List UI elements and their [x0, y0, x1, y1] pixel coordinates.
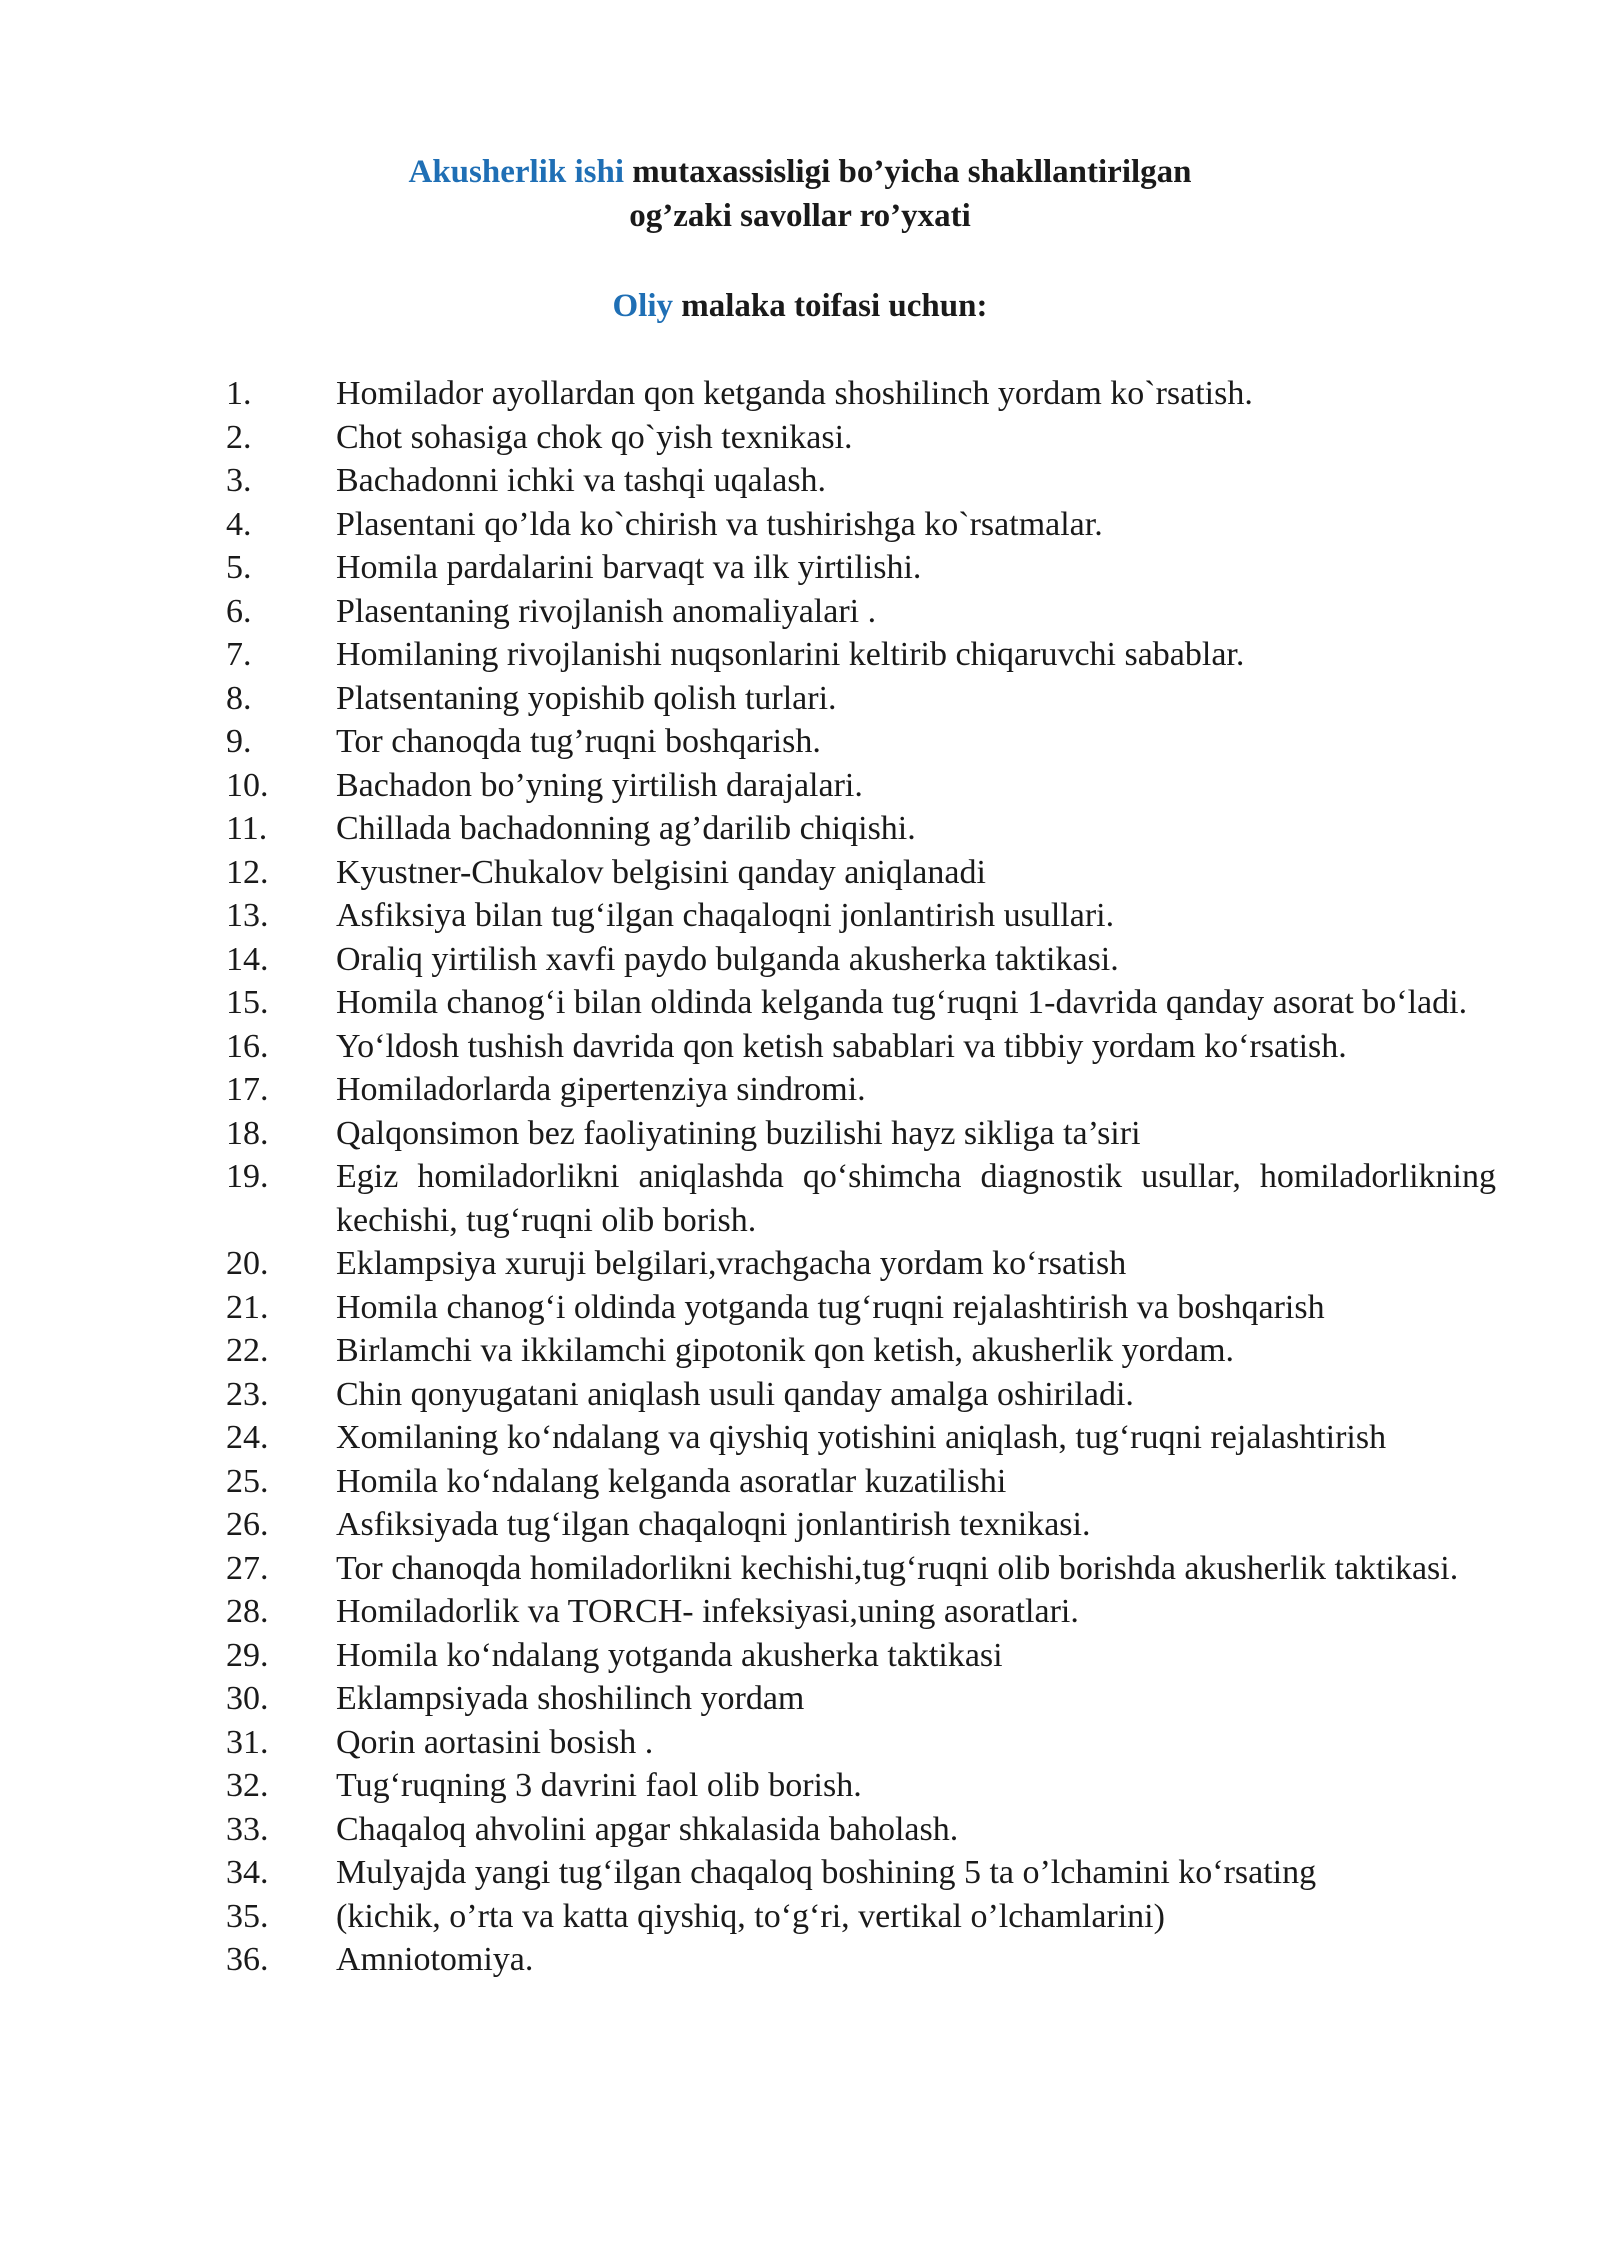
question-number: 4. — [226, 505, 252, 543]
question-text: Homiladorlik va TORCH- infeksiyasi,uning asoratlari. — [336, 1593, 1079, 1630]
title-line-1 — [0, 150, 1600, 194]
question-number: 19. — [226, 1158, 269, 1195]
question-item — [226, 1329, 1496, 1373]
question-item — [226, 1634, 1496, 1678]
question-item — [226, 1242, 1496, 1286]
question-text: Homila ko‘ndalang kelganda asoratlar kuzatilishi — [336, 1462, 1007, 1500]
question-number: 16. — [226, 1027, 269, 1065]
question-number: 24. — [226, 1419, 269, 1456]
question-number: 11. — [226, 810, 268, 847]
question-number: 35. — [226, 1897, 269, 1935]
question-text: Homiladorlarda gipertenziya sindromi. — [336, 1071, 866, 1108]
question-item — [226, 546, 1496, 590]
question-item — [226, 894, 1496, 938]
question-item — [226, 807, 1496, 851]
question-number: 17. — [226, 1071, 269, 1108]
question-text: Homila ko‘ndalang yotganda akusherka taktikasi — [336, 1636, 1003, 1674]
question-item — [226, 1808, 1496, 1852]
question-item — [226, 1938, 1496, 1982]
question-text: Qalqonsimon bez faoliyatining buzilishi hayz sikliga ta’siri — [336, 1114, 1141, 1152]
question-item — [226, 851, 1496, 895]
question-text: Tor chanoqda tug’ruqni boshqarish. — [336, 723, 821, 760]
question-item — [226, 1068, 1496, 1112]
title-specialty: Akusherlik ishi — [408, 154, 624, 190]
question-item — [226, 1851, 1496, 1895]
question-text: Chin qonyugatani aniqlash usuli qanday amalga oshiriladi. — [336, 1375, 1134, 1413]
question-number: 22. — [226, 1332, 269, 1369]
question-text: Amniotomiya. — [336, 1941, 534, 1978]
question-number: 23. — [226, 1375, 269, 1413]
question-text: Bachadonni ichki va tashqi uqalash. — [336, 462, 827, 499]
question-number: 20. — [226, 1245, 269, 1282]
question-text: Homila chanog‘i bilan oldinda kelganda tug‘ruqni 1-davrida qanday asorat bo‘ladi. — [336, 984, 1468, 1021]
question-item — [226, 677, 1496, 721]
question-number: 26. — [226, 1506, 269, 1543]
question-item — [226, 1460, 1496, 1504]
question-text: Xomilaning ko‘ndalang va qiyshiq yotishini aniqlash, tug‘ruqni rejalashtirish — [336, 1419, 1387, 1456]
question-text: Platsentaning yopishib qolish turlari. — [336, 679, 837, 717]
question-text: Asfiksiya bilan tug‘ilgan chaqaloqni jonlantirish usullari. — [336, 897, 1115, 934]
title-line-2: og’zaki savollar ro’yxati — [629, 198, 971, 234]
question-number: 34. — [226, 1854, 269, 1891]
question-item — [226, 981, 1496, 1025]
question-text: Homilador ayollardan qon ketganda shoshilinch yordam ko`rsatish. — [336, 375, 1253, 412]
question-number: 25. — [226, 1462, 269, 1500]
question-text: Bachadon bo’yning yirtilish darajalari. — [336, 766, 863, 804]
question-number: 29. — [226, 1636, 269, 1674]
question-number: 10. — [226, 766, 269, 804]
question-number: 21. — [226, 1288, 269, 1326]
question-item — [226, 764, 1496, 808]
question-text: Chaqaloq ahvolini apgar shkalasida baholash. — [336, 1810, 959, 1848]
question-text: Kyustner-Chukalov belgisini qanday aniqlanadi — [336, 853, 986, 891]
question-item — [226, 1503, 1496, 1547]
question-item — [226, 1286, 1496, 1330]
question-item — [226, 633, 1496, 677]
question-text: (kichik, o’rta va katta qiyshiq, to‘g‘ri, vertikal o’lchamlarini) — [336, 1897, 1165, 1935]
question-number: 30. — [226, 1680, 269, 1717]
question-item — [226, 459, 1496, 503]
question-text: Birlamchi va ikkilamchi gipotonik qon ketish, akusherlik yordam. — [336, 1332, 1235, 1369]
question-number: 6. — [226, 592, 252, 630]
question-number: 14. — [226, 940, 269, 978]
question-number: 36. — [226, 1941, 269, 1978]
question-item — [226, 372, 1496, 416]
question-text: Egiz homiladorlikni aniqlashda qo‘shimcha diagnostik usullar, homiladorlikning kechishi, tug‘ruqni olib borish. — [336, 1158, 1496, 1239]
category-rest: malaka toifasi uchun: — [673, 288, 988, 324]
question-number: 2. — [226, 418, 252, 456]
question-number: 5. — [226, 549, 252, 586]
question-number: 7. — [226, 636, 252, 673]
category-subtitle — [0, 284, 1600, 328]
question-item — [226, 1721, 1496, 1765]
question-number: 12. — [226, 853, 269, 891]
question-number: 32. — [226, 1767, 269, 1804]
question-item — [226, 1590, 1496, 1634]
question-number: 28. — [226, 1593, 269, 1630]
question-item — [226, 1112, 1496, 1156]
question-number: 18. — [226, 1114, 269, 1152]
question-item — [226, 590, 1496, 634]
question-item — [226, 1416, 1496, 1460]
question-item — [226, 1547, 1496, 1591]
question-item — [226, 416, 1496, 460]
question-number: 27. — [226, 1549, 269, 1587]
question-number: 3. — [226, 462, 252, 499]
question-item — [226, 503, 1496, 547]
question-item — [226, 1677, 1496, 1721]
question-item — [226, 1373, 1496, 1417]
question-number: 8. — [226, 679, 252, 717]
question-number: 13. — [226, 897, 269, 934]
question-text: Homila chanog‘i oldinda yotganda tug‘ruqni rejalashtirish va boshqarish — [336, 1288, 1325, 1326]
question-text: Eklampsiya xuruji belgilari,vrachgacha yordam ko‘rsatish — [336, 1245, 1127, 1282]
category-level: Oliy — [612, 288, 674, 324]
question-text: Tug‘ruqning 3 davrini faol olib borish. — [336, 1767, 862, 1804]
question-item — [226, 720, 1496, 764]
question-number: 31. — [226, 1723, 269, 1761]
question-number: 33. — [226, 1810, 269, 1848]
questions-list — [226, 372, 1496, 1982]
question-text: Homila pardalarini barvaqt va ilk yirtilishi. — [336, 549, 922, 586]
question-item — [226, 1895, 1496, 1939]
question-item — [226, 1155, 1496, 1242]
title-line-1-rest: mutaxassisligi bo’yicha shakllantirilgan — [623, 154, 1192, 190]
question-text: Oraliq yirtilish xavfi paydo bulganda akusherka taktikasi. — [336, 940, 1119, 978]
question-number: 15. — [226, 984, 269, 1021]
question-number: 9. — [226, 723, 252, 760]
question-text: Chillada bachadonning ag’darilib chiqishi. — [336, 810, 916, 847]
question-text: Chot sohasiga chok qo`yish texnikasi. — [336, 418, 853, 456]
question-text: Mulyajda yangi tug‘ilgan chaqaloq boshining 5 ta o’lchamini ko‘rsating — [336, 1854, 1317, 1891]
question-text: Asfiksiyada tug‘ilgan chaqaloqni jonlantirish texnikasi. — [336, 1506, 1091, 1543]
document-title — [0, 150, 1600, 238]
question-text: Plasentaning rivojlanish anomaliyalari . — [336, 592, 877, 630]
question-item — [226, 938, 1496, 982]
question-text: Homilaning rivojlanishi nuqsonlarini keltirib chiqaruvchi sabablar. — [336, 636, 1245, 673]
question-text: Yo‘ldosh tushish davrida qon ketish sabablari va tibbiy yordam ko‘rsatish. — [336, 1027, 1347, 1065]
question-text: Qorin aortasini bosish . — [336, 1723, 654, 1761]
question-number: 1. — [226, 375, 252, 412]
question-item — [226, 1764, 1496, 1808]
question-text: Tor chanoqda homiladorlikni kechishi,tug‘ruqni olib borishda akusherlik taktikasi. — [336, 1549, 1459, 1587]
question-item — [226, 1025, 1496, 1069]
question-text: Eklampsiyada shoshilinch yordam — [336, 1680, 805, 1717]
question-text: Plasentani qo’lda ko`chirish va tushirishga ko`rsatmalar. — [336, 505, 1103, 543]
